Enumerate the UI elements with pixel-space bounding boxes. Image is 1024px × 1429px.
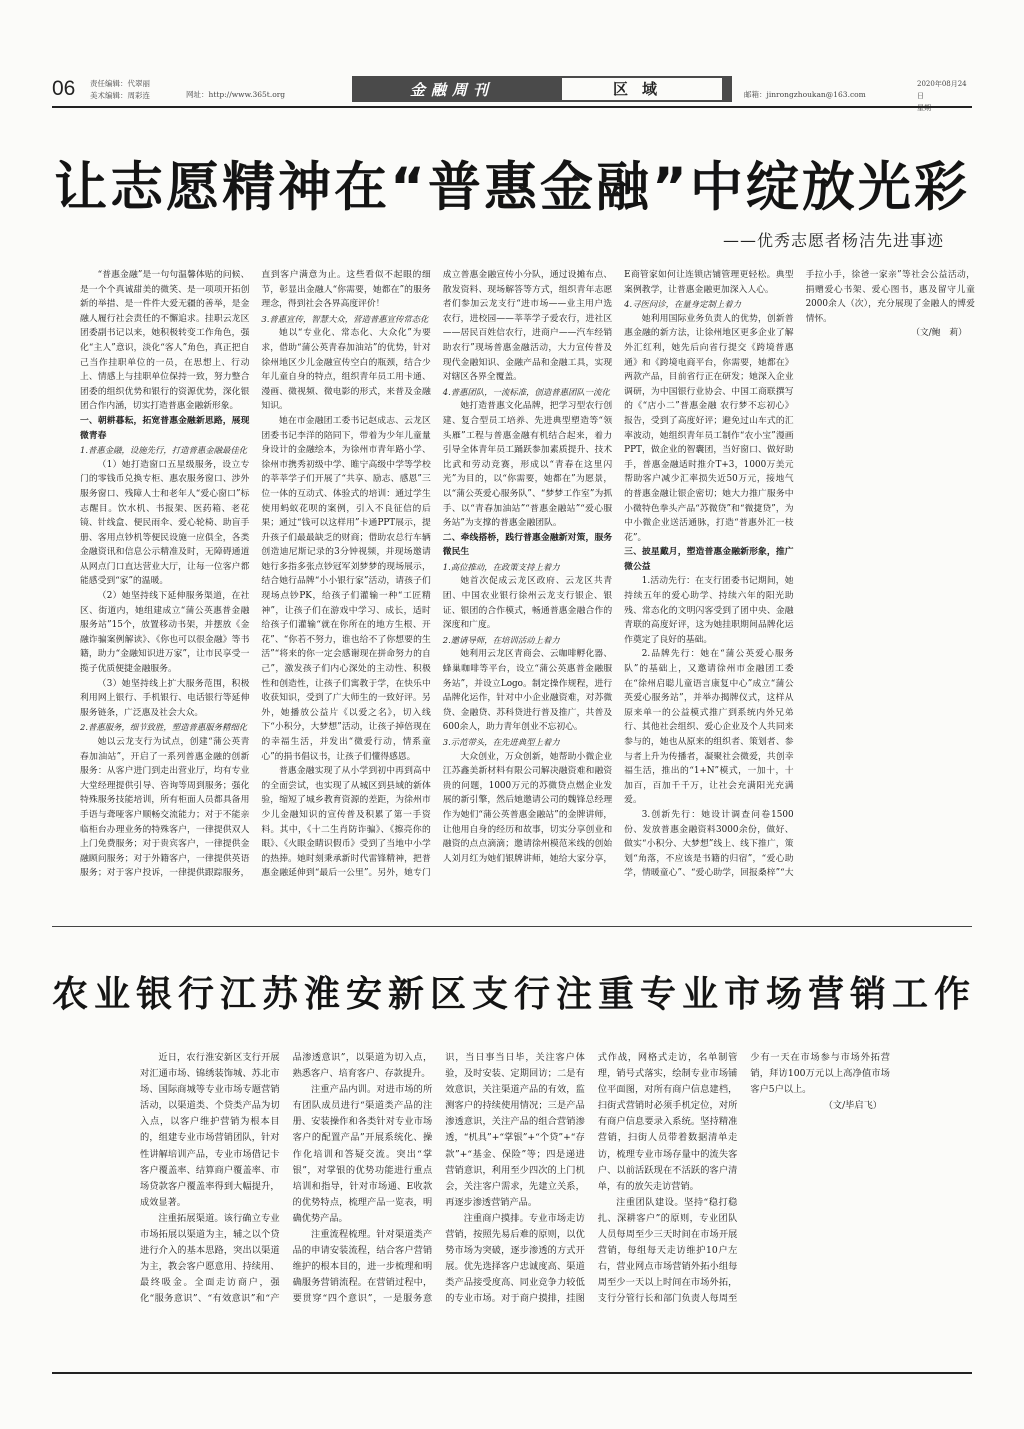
section-heading: 1.高位推动，在政策支持上着力 — [442, 561, 560, 572]
body-paragraph: 她以“专业化、常态化、大众化”为要求，借助“蒲公英青春加油站”的优势，针对徐州地区少儿金融宣传空白的瓶颈，结合少年儿童自身的特点，组织青年员工用卡通、漫画、微视频、微电影的形式，来普及金融知识。 — [261, 328, 431, 412]
body-paragraph: 2.品牌先行：她在“蒲公英爱心服务队”的基础上，又邀请徐州市金融团工委在“徐州启聪儿童语言康复中心”成立“蒲公英爱心服务站”，并举办揭牌仪式，这样从原来单一的公益模式推广到系统内外兄弟行、其他社会组织、爱心企业及个人共同来参与的，她也从原来的组织者、策划者、参与者上升为传播者，凝聚社会微爱，共创幸福生活，推出的“1+N”模式，一加十，十加百，百加千千万，让社会充满阳光充满爱。 — [624, 649, 794, 806]
website-link[interactable]: 网址：http://www.365t.org — [186, 90, 286, 99]
body-paragraph: 注重流程梳理。针对渠道类产品的申请安装流程，结合客户营销维护的根本目的，进一步梳理和明确服务营销流程。在营销过程中，要贯穿“四个意识”，一是服务意识，当日事当日毕，关注客户体验，及时安装、定期回访；二是有效意识，关注渠道产品的有效，监测客户的持续使用情况；三是产品渗透意识，关注产品的组合营销渗透，“机具”+“掌银”+“个贷”+“存款”+“基金、保险”等；四是递进营销意识，利用至少四次的上门机会，关注客户需求，先建立关系，再逐步渗透营销产品。 — [292, 1052, 585, 1305]
masthead-rule — [52, 106, 972, 108]
section-heading: 一、朝耕暮耘，拓宽普惠金融新思路，展现微青春 — [80, 415, 250, 441]
body-paragraph: 普惠金融实现了从小学到初中再到高中的全面尝试，也实现了从城区到县域的新体验，缩短了城乡教育资源的差距，为徐州市少儿金融知识的宣传普及积累了第一手资料。其中，《十二生肖防诈骗》、《擦亮你的眼》、《火眼金睛识假币》受到了当地中小学的热捧。她时刻秉承新时代雷锋精神，把普惠金融延伸到“最后一公里”。另外，她专门成立普惠金融宣传小分队，通过设摊布点、散发资料、现场解答等方式，组织青年志愿者们参加云龙支行“进市场——业主用户选农行，进校园——莘莘学子爱农行，进社区——居民百姓信农行，进商户——汽车经销助农行”现场普惠金融活动，大力宣传普及现代金融知识、金融产品和金融工具，实现对辖区各界全覆盖。 — [261, 270, 613, 879]
body-paragraph: 她利用国际业务负责人的优势，创新普惠金融的新方法，让徐州地区更多企业了解外汇红利，她先后向省行提交《跨境普惠通》和《跨境电商平台，你需要，她都在》两款产品，目前省行正在研发；她深入企业调研，为中国银行业协会、中国工商联撰写的《“店小二”普惠金融 农行梦不忘初心》报告，受到了高度好评；避免过山车式的汇率波动，她组织青年员工制作“农小宝”漫画PPT，做企业的智囊团，当好窗口、做好助手，普惠金融适时推介T+3，1000万美元帮助客户减少汇率损失近50万元，接地气的普惠金融让银企密切；她大力推广服务中小微特色拳头产品“苏微贷”和“微捷贷”，为中小微企业送活通脉，打造“普惠外汇一枝花”。 — [624, 313, 794, 543]
section-name: 区域 — [562, 78, 722, 100]
byline: （文/鲍 莉） — [911, 328, 967, 339]
article-divider — [52, 926, 972, 927]
bottom-rule — [52, 1372, 972, 1374]
body-paragraph: 注重团队建设。坚持“稳打稳扎、深耕客户”的原则，专业团队人员每周至少三天时间在市场开展营销，每组每天走访维护10户左右，营业网点市场营销外拓小组每周至少一天以上时间在市场外拓，支行分管行长和部门负责人每周至少有一天在市场参与市场外拓营销，拜访100万元以上高净值市场客户5户以上。 — [597, 1052, 890, 1305]
body-paragraph: （1）她打造窗口五星级服务，设立专门的零钱币兑换专柜、惠农服务窗口、涉外服务窗口、残障人士和老年人“爱心窗口”标志醒目。饮水机、书报架、医药箱、老花镜、针线盒、便民雨伞、爱心轮椅、助盲手册、客用点钞机等便民设施一应俱全，各类金融资讯和信息公示精准及时，无障碍通道从网点门口直达营业大厅，让每一位客户都能感受到“家”的温暖。 — [80, 459, 250, 587]
section-heading: 三、披星戴月，塑造普惠金融新形象，推广微公益 — [624, 547, 794, 572]
editor-line: 责任编辑：代翠丽 — [90, 79, 150, 88]
email-address[interactable]: 邮箱：jinrongzhoukan@163.com — [744, 90, 866, 99]
issue-date — [917, 78, 972, 114]
section-banner — [352, 76, 732, 102]
section-heading: 2.普惠服务，细节致胜，塑造普惠服务精细化 — [80, 722, 248, 733]
body-paragraph: （2）她坚持线下延伸服务渠道，在社区、街道内，她组建成立“蒲公英惠普金融服务站”15个，放置移动书架，并摆放《金融诈骗案例解读》、《你也可以很金融》等书籍，助力“金融知识进万家”，让市民享受一揽子优质便捷金融服务。 — [80, 591, 250, 675]
section-heading: 2.邀请导师，在培训活动上着力 — [442, 634, 560, 645]
page-number: 06 — [52, 77, 76, 100]
body-paragraph: 她以云龙支行为试点，创建“蒲公英青春加油站”，开启了一系列普惠金融的创新服务：从客户进门到走出营业厅，均有专业大堂经理提供引导、咨询等周到服务；强化特殊服务技能培训，所有柜面人员都具备用手语与聋哑客户顺畅交流能力；对于不能亲临柜台办理业务的特殊客户，一律提供双人上门免费服务；对于贵宾客户，一律提供金融顾问服务；对于外籍客户，一律提供英语服务；对于客户投诉，一律提供跟踪服务，直到客户满意为止。这些看似不起眼的细节，彰显出金融人“你需要，她都在”的服务理念，得到社会各界高度评价！ — [80, 270, 431, 879]
weekday-text: 星期一 — [917, 104, 938, 112]
section-heading: 二、牵线搭桥，践行普惠金融新对策，服务微民生 — [442, 532, 613, 558]
section-heading: 4.普惠团队，一流标准，创造普惠团队一流化 — [442, 386, 610, 397]
section-heading: 3.普惠宣传，智慧大众，营造普惠宣传常态化 — [261, 313, 429, 324]
body-paragraph: 注重拓展渠道。该行确立专业市场拓展以渠道为主，辅之以个贷进行介入的基本思路，突出以渠道为主，教会客户愿意用、持续用、最终吸金。全面走访商户，强化“服务意识”、“有效意识”和“产品渗透意识”，以渠道为切入点，熟悉客户、培育客户、存款提升。 — [140, 1052, 433, 1305]
body-paragraph: “普惠金融”是一句句温馨体贴的问候、是一个个真诚甜美的微笑、是一项项开拓创新的举措、是一件件大爱无疆的善举，是金融人履行社会责任的不懈追求。挂职云龙区团委副书记以来，她积极转变工作角色，强化“主人”意识，淡化“客人”角色，真正把自己当作挂职单位的一员，在思想上、行动上、情感上与挂职单位保持一致，努力整合团委的组织优势和银行的资源优势，深化银团合作内涵，切实打造普惠金融新形象。 — [80, 270, 250, 412]
article2-headline: 农业银行江苏淮安新区支行注重专业市场营销工作 — [52, 974, 977, 1015]
date-text: 2020年08月24日 — [917, 80, 967, 100]
publication-brand: 金融周刊 — [409, 81, 494, 99]
body-paragraph: 3.创新先行：她设计调查问卷1500份、发放普惠金融资料3000余份，做好、做实“小积分、大梦想”线上、线下推广，策划“角落，不应该是书籍的归宿”，“爱心助学，情暖童心”、“爱心助学，回报桑梓”“大手拉小手，徐爸一家亲”等社会公益活动，捐赠爱心书架、爱心图书，惠及留守儿童2000余人（次），充分展现了金融人的博爱情怀。 — [624, 270, 975, 879]
article1-subtitle: ——优秀志愿者杨洁先进事迹 — [722, 231, 944, 250]
body-paragraph: 注重商户摸排。专业市场走访营销，按照先易后难的原则，以优势市场为突破，逐步渗透的方式开展。优先选择客户忠诚度高、渠道类产品接受度高、同业竞争力较低的专业市场。对于商户摸排，挂图式作战，网格式走访，名单制管理，销号式落实，绘制专业市场铺位平面图，对所有商户信息建档，扫街式营销时必须手机定位，对所有商户信息要录入系统。坚持精准营销，扫街人员带着数据清单走访，梳理专业市场存量中的流失客户、以前活跃现在不活跃的客户清单，有的放矢走访营销。 — [445, 1052, 738, 1305]
body-paragraph: （3）她坚持线上扩大服务范围，积极利用网上银行、手机银行、电话银行等延伸服务链条，广泛惠及社会大众。 — [80, 678, 250, 718]
body-paragraph: 她在市金融团工委书记赵成志、云龙区团委书记李洋的陪同下，带着为少年儿童量身设计的金融绘本，为徐州市青年路小学、徐州市携秀初级中学、睢宁高级中学等学校的莘莘学子们开展了“共享、励志、感恩”三位一体的互动式、体验式的培训：通过学生使用蚂蚁花呗的案例，引入不良征信的后果；通过“钱可以这样用”卡通PPT展示，提升孩子们最最缺乏的财商；借助农总行车辆创造迪尼斯记录的3分钟视频，并现场邀请她行多指多张点钞冠军刘梦梦的现场展示，结合她行品牌“小小银行家”活动，请孩子们现场点钞PK，给孩子们灌输一种“工匠精神”，让孩子们在游戏中学习、成长，适时给孩子们灌输“就在你所在的地方生根、开花”、“你若不努力，谁也给不了你想要的生活”“将来的你一定会感谢现在拼命努力的自己”，激发孩子们内心深处的主动性、积极性和创造性，让孩子们寓教于学，在快乐中收获知识，受到了广大师生的一致好评。另外，她播放公益片《以爱之名》，切入线下“小积分，大梦想”活动，让孩子掉倍现在的幸福生活，并发出“微爱行动，情系童心”的捐书倡议书，让孩子们懂得感恩。 — [261, 415, 431, 762]
body-paragraph: 她首次促成云龙区政府、云龙区共青团、中国农业银行徐州云龙支行银企、银证、银团的合作模式，畅通普惠金融合作的深度和广度。 — [442, 576, 613, 631]
body-paragraph: 1.活动先行：在支行团委书记期间，她持续五年的爱心助学、持续六年的阳光助残、常态化的文明闪客受到了团中央、金融青联的高度好评，这为她挂职期间品牌化运作奠定了良好的基础。 — [624, 576, 794, 645]
masthead — [52, 76, 972, 112]
body-paragraph: 近日，农行淮安新区支行开展对汇通市场、锦绣装饰城、苏北市场、国际商城等专业市场专题营销活动，以渠道类、个贷类产品为切入点，以客户维护营销为根本目的，组建专业市场营销团队，针对性讲解培训产品，专业市场借记卡客户覆盖率、结算商户覆盖率、市场贷款客户覆盖率得到大幅提升，成效显著。 — [140, 1052, 280, 1208]
section-heading: 4.寻医问诊，在量身定制上着力 — [624, 299, 742, 310]
art-editor-line: 美术编辑：周彩连 — [90, 91, 150, 100]
section-heading: 3.示范带头，在先进典型上着力 — [442, 737, 560, 747]
body-paragraph: 大众创业，万众创新，她帮助小微企业江苏鑫美新材料有限公司解决融资难和融资贵的问题，1000万元的苏微贷点燃企业发展的新引擎，然后她邀请公司的魏锋总经理作为她们“蒲公英普惠金融站”的金牌讲师，让他用自身的经历和故事，切实分享创业和融资的点点滴滴；邀请徐州模范米线的创始人刘月红为她们银牌讲师，她给大家分享，E商管家如何让连锁店铺管理更轻松。典型案例教学，让普惠金融更加深入人心。 — [442, 270, 794, 864]
article1-headline: 让志愿精神在“普惠金融”中绽放光彩 — [54, 157, 970, 218]
editor-credits — [90, 78, 150, 102]
article2-body — [140, 1050, 890, 1312]
article1-body — [80, 268, 975, 886]
byline: （文/毕启飞） — [823, 1100, 882, 1112]
body-paragraph: 注重产品内训。对进市场的所有团队成员进行“渠道类产品的注册、安装操作和各类针对专业市场客户的配置产品”开展系统化、操作化培训和答疑交流。突出“掌银”，对掌银的优势功能进行重点培训和指导，针对市场通、E收款的优势特点，梳理产品一览表，明确优势产品。 — [292, 1084, 433, 1224]
section-heading: 1.普惠金融，设施先行，打造普惠金融最佳化 — [80, 445, 248, 456]
body-paragraph: 她利用云龙区青商会、云咖啡孵化器、蜂巢咖啡等平台，设立“蒲公英惠普金融服务站”，并设立Logo。制定操作规程，进行品牌化运作，针对中小企业融资难，对苏微贷、金融贷、苏科贷进行普及推广，共普及600余人，助力青年创业不忘初心。 — [442, 649, 613, 733]
body-paragraph: 她打造普惠文化品牌，把学习型农行创建、复合型员工培养、先进典型塑造等“领头雁”工程与普惠金融有机结合起来，着力引导全体青年员工踊跃参加素质提升、技术比武和劳动竞赛，形成以“青春在这里闪光”为目的，以“你需要，她都在”为愿景，以“蒲公英爱心服务队”、“梦梦工作室”为抓手、以“青春加油站”“普惠金融站”“爱心服务站”为支撑的普惠金融团队。 — [442, 401, 613, 529]
